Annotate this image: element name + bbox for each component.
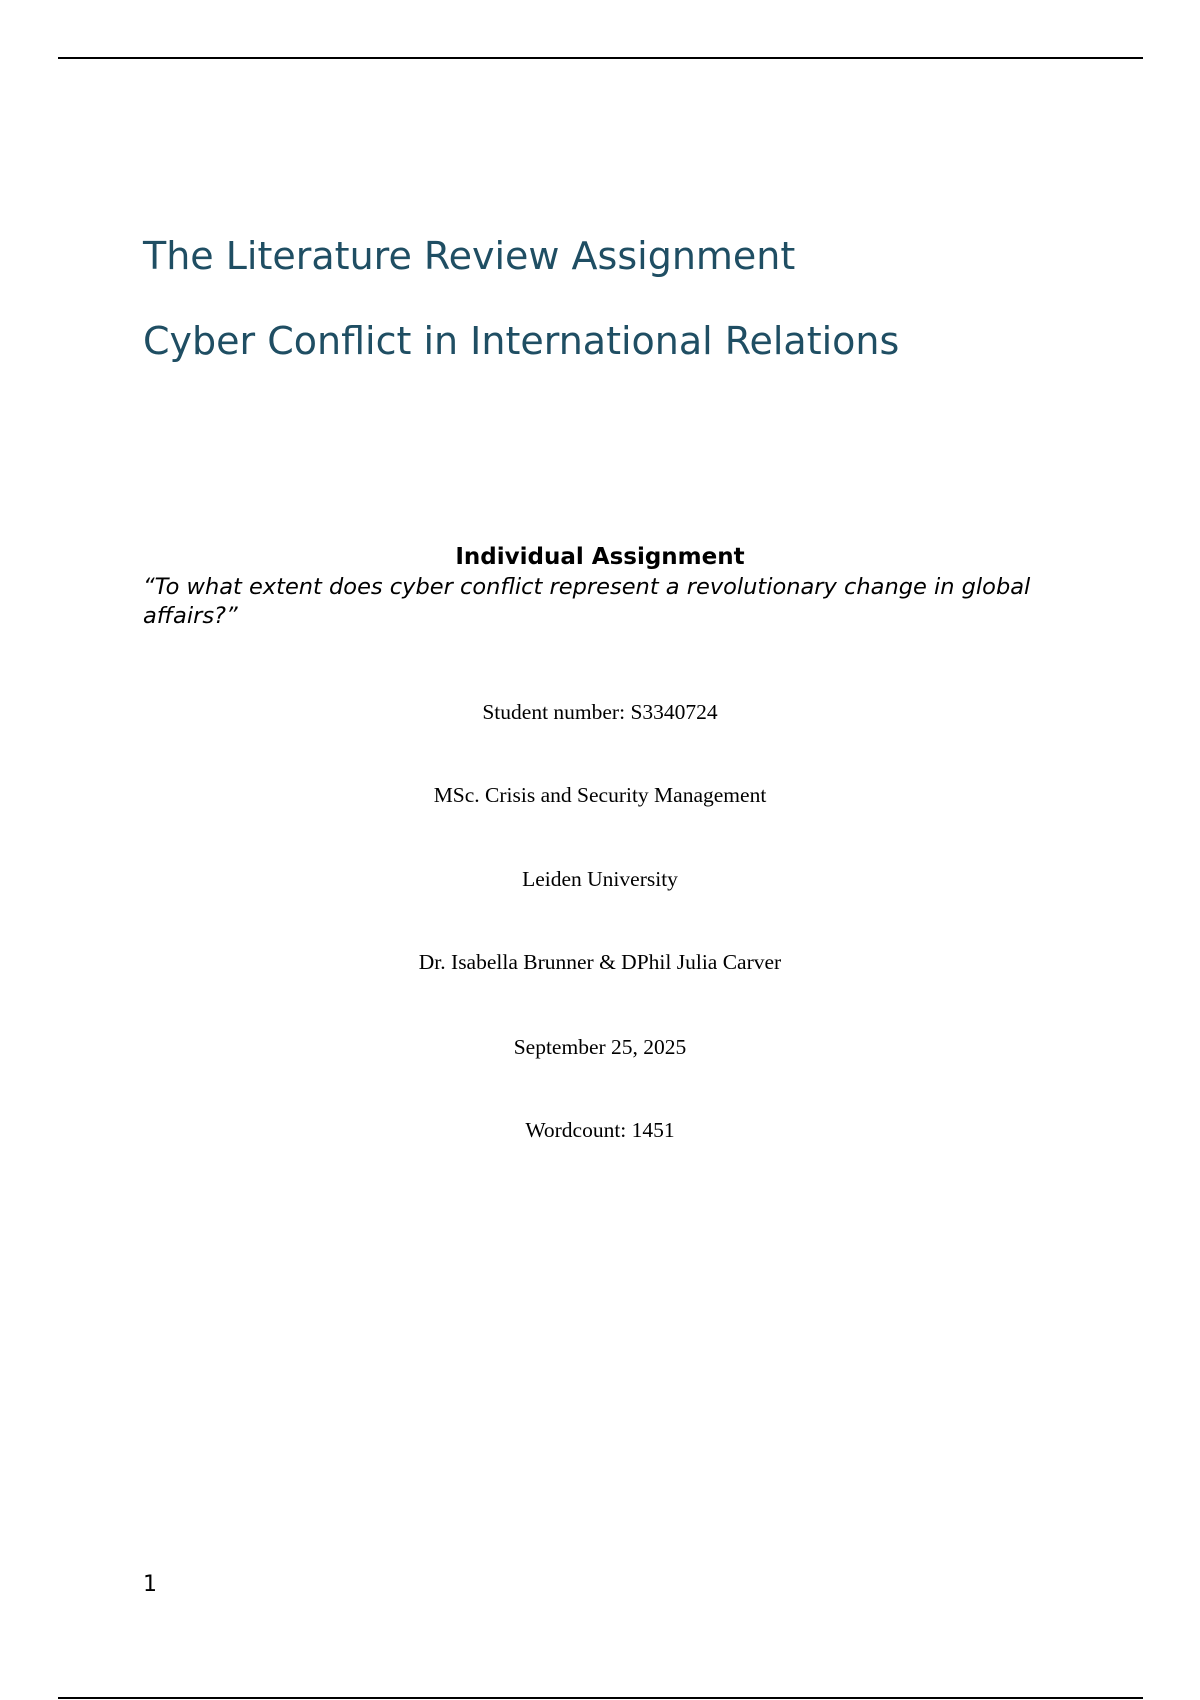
program-name: MSc. Crisis and Security Management <box>433 783 767 807</box>
header-rule <box>58 57 1143 59</box>
research-question: “To what extent does cyber conflict represent a revolutionary change in global affairs?” <box>143 574 1031 629</box>
submission-date: September 25, 2025 <box>513 1035 687 1059</box>
assignment-heading: Individual Assignment <box>455 544 745 570</box>
document-subtitle: Cyber Conflict in International Relations <box>143 319 900 363</box>
page-number: 1 <box>143 1572 157 1597</box>
word-count: Wordcount: 1451 <box>525 1118 675 1142</box>
university-name: Leiden University <box>522 867 678 891</box>
footer-rule <box>58 1697 1143 1699</box>
supervisors: Dr. Isabella Brunner & DPhil Julia Carver <box>418 950 782 974</box>
document-title: The Literature Review Assignment <box>143 234 796 278</box>
student-number: Student number: S3340724 <box>482 700 718 724</box>
